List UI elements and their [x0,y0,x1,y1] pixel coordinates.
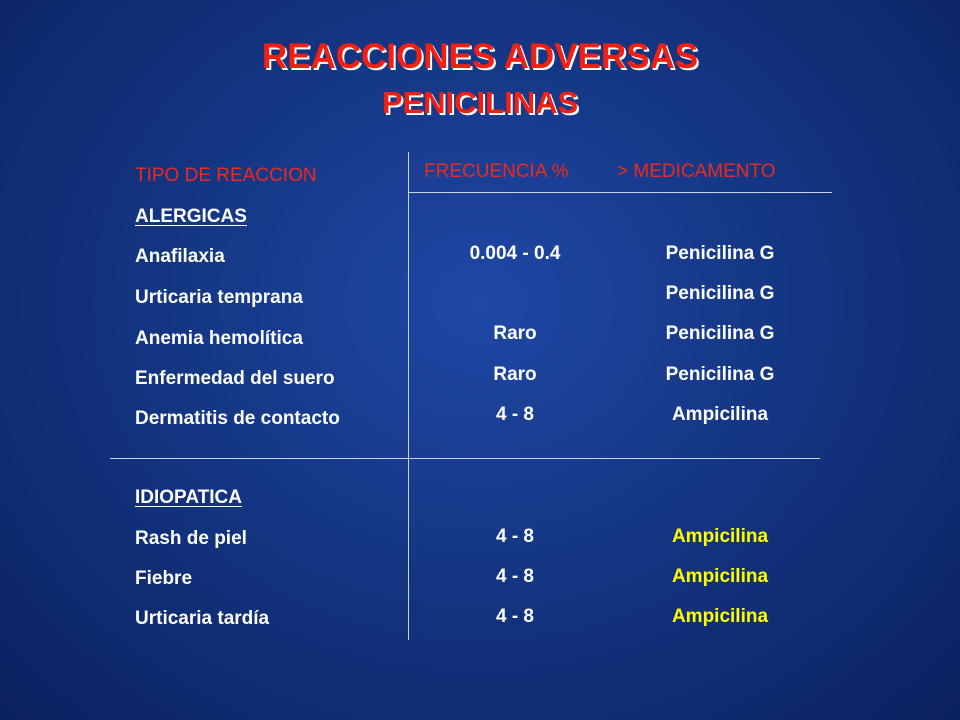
header-tipo: TIPO DE REACCION [135,165,317,186]
row-frecuencia: 4 - 8 [495,566,535,587]
row-tipo: Fiebre [135,568,193,589]
header-divider [408,192,832,193]
row-tipo: Dermatitis de contacto [135,408,340,429]
row-tipo: Urticaria temprana [135,287,303,308]
row-tipo: Anafilaxia [135,246,225,267]
row-medicamento: Ampicilina [671,566,769,587]
header-medicamento: > MEDICAMENTO [617,161,776,182]
vertical-divider [408,152,409,640]
row-tipo: Rash de piel [135,528,247,549]
section-label-alergicas: ALERGICAS [135,206,247,227]
row-tipo: Enfermedad del suero [135,368,335,389]
row-medicamento: Ampicilina [671,606,769,627]
slide-title: REACCIONES ADVERSAS [261,37,699,76]
row-medicamento: Penicilina G [665,323,775,344]
row-medicamento: Ampicilina [671,404,769,425]
row-frecuencia: 4 - 8 [495,404,535,425]
row-frecuencia: 4 - 8 [495,606,535,627]
row-medicamento: Penicilina G [665,243,775,264]
row-medicamento: Ampicilina [671,526,769,547]
row-frecuencia: Raro [493,364,537,385]
section-label-idiopatica: IDIOPATICA [135,487,242,508]
row-frecuencia: 0.004 - 0.4 [469,243,561,264]
row-medicamento: Penicilina G [665,364,775,385]
row-frecuencia: Raro [493,323,537,344]
row-medicamento: Penicilina G [665,283,775,304]
row-frecuencia: 4 - 8 [495,526,535,547]
row-tipo: Urticaria tardía [135,608,270,629]
slide-subtitle: PENICILINAS [381,85,579,120]
section-divider [110,458,820,459]
header-frecuencia: FRECUENCIA % [424,161,569,182]
row-tipo: Anemia hemolítica [135,328,303,349]
